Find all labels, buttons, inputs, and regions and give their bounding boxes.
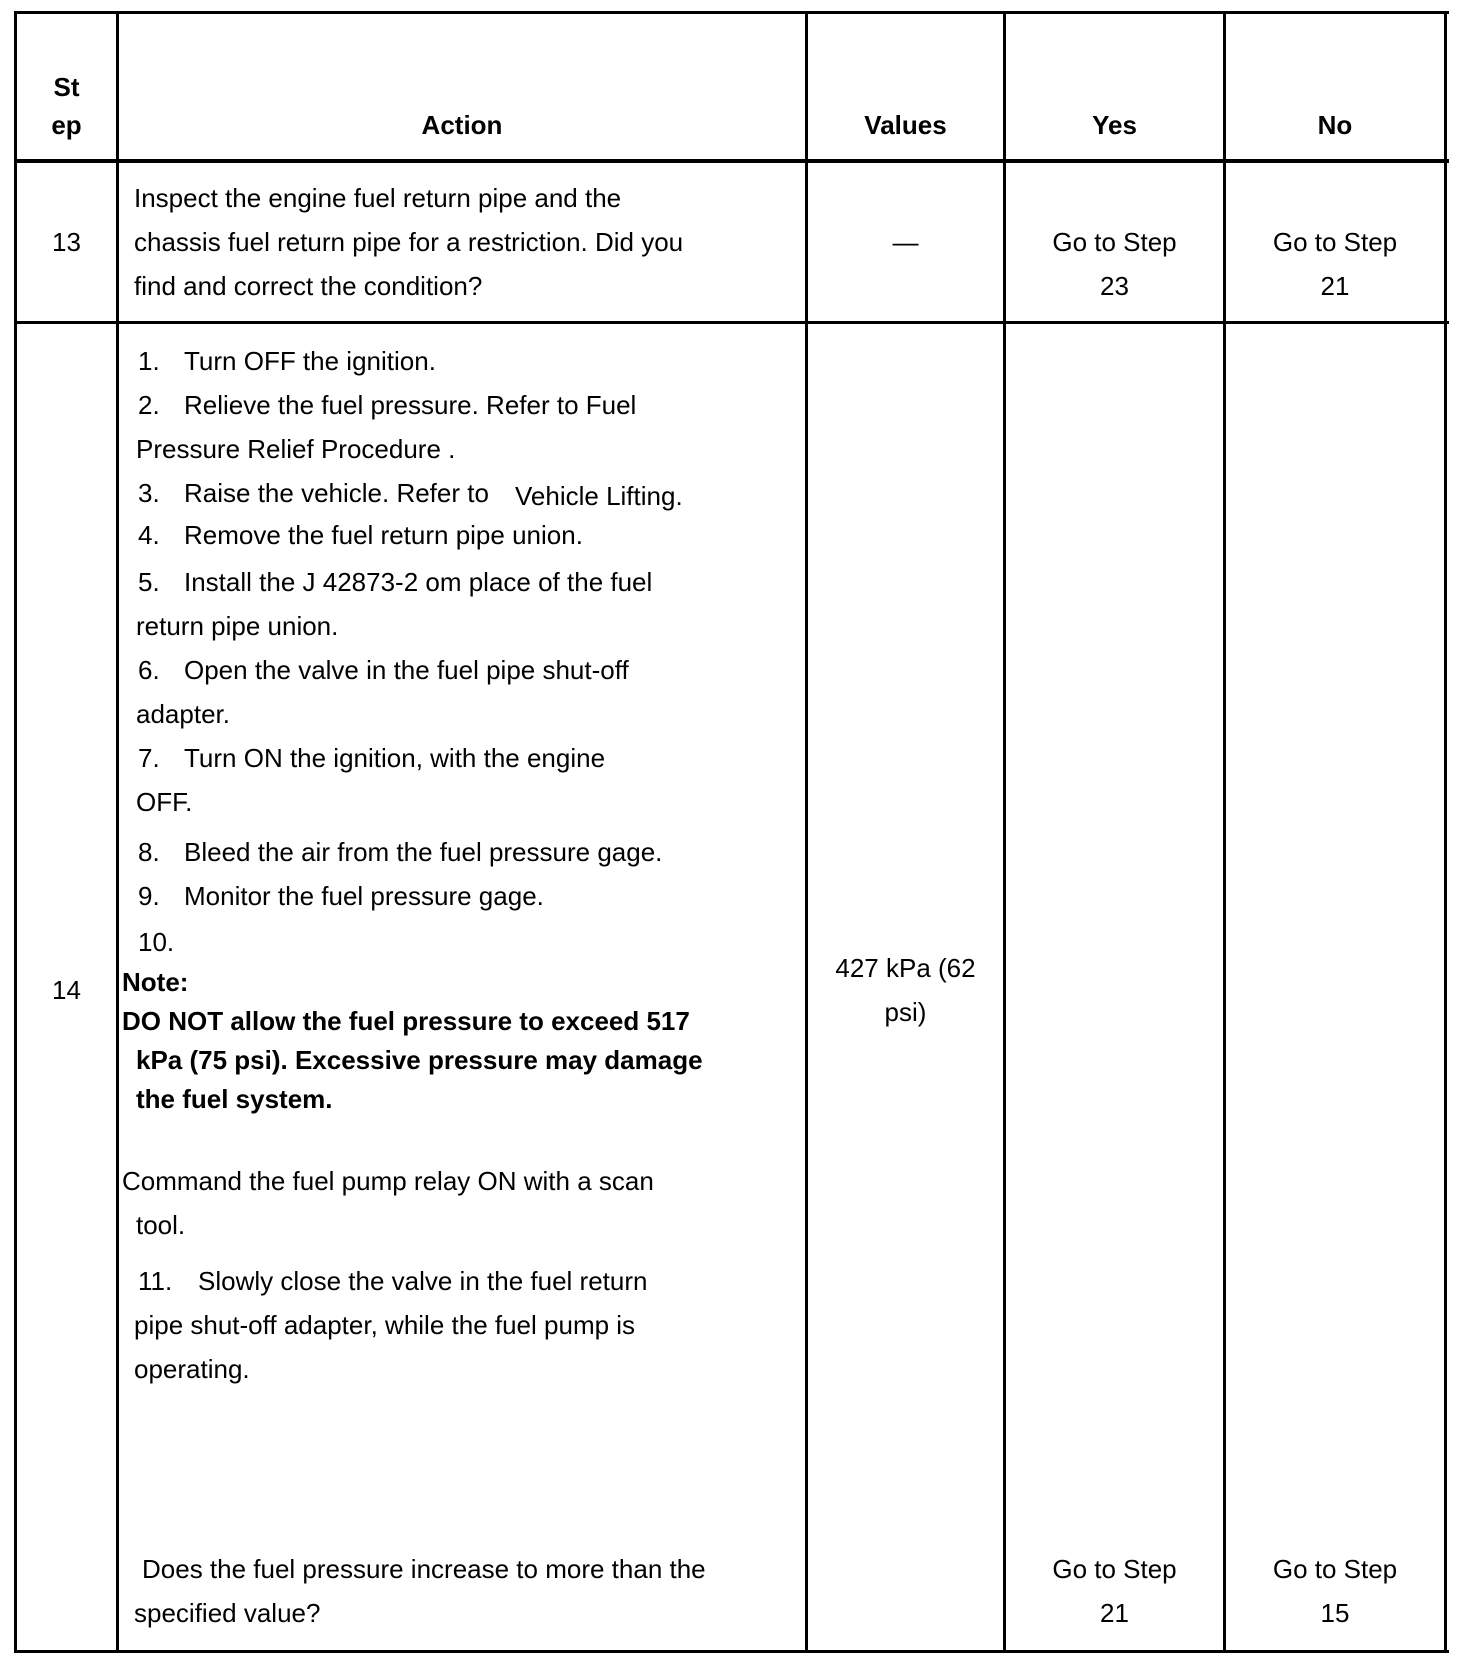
item-11-text: Slowly close the valve in the fuel return [198,1266,648,1296]
item-7-cont: OFF. [136,787,193,817]
row13-yes-link[interactable] [1006,220,1223,308]
table-border-right [1444,11,1447,1653]
step-14: 14 [52,975,81,1005]
item-6-num: 6. [138,655,160,685]
item-1-text: Turn OFF the ignition. [184,346,436,376]
vehicle-lifting-link[interactable]: Vehicle Lifting. [515,481,683,511]
item-3-text: Raise the vehicle. Refer to [184,478,489,508]
note-line: the fuel system. [136,1084,333,1114]
row14-yes-line1: Go to Step [1052,1554,1177,1584]
item-1-num: 1. [138,346,160,376]
row14-value [808,946,1003,1034]
item-11-num: 11. [138,1266,173,1296]
row13-value: — [892,227,919,257]
row14-yes-line2: 21 [1100,1598,1129,1628]
row13-no-line2: 21 [1320,271,1350,301]
header-action: Action [421,110,503,140]
note-line: kPa (75 psi). Excessive pressure may damage [136,1045,703,1075]
col-divider-step [116,11,119,1653]
item-7-num: 7. [138,743,160,773]
item-11-text: operating. [134,1354,250,1384]
item-9-num: 9. [138,881,160,911]
row14-no-link[interactable] [1226,1547,1444,1635]
row14-no-line2: 15 [1320,1598,1350,1628]
header-no: No [1317,110,1353,140]
item-2-num: 2. [138,390,160,420]
command-line: tool. [136,1210,186,1240]
row14-value-line1: 427 kPa (62 [835,953,976,983]
question-line: Does the fuel pressure increase to more than the [142,1554,706,1584]
item-2-cont: Pressure Relief Procedure . [136,434,456,464]
question-line: specified value? [134,1598,321,1628]
item-7-text: Turn ON the ignition, with the engine [184,743,606,773]
row13-action-line: chassis fuel return pipe for a restriction. Did you [134,227,684,257]
item-10-num: 10. [138,927,175,957]
note-line: DO NOT allow the fuel pressure to exceed 517 [122,1006,690,1036]
row13-action-line: Inspect the engine fuel return pipe and the [134,183,622,213]
item-11-text: pipe shut-off adapter, while the fuel pump is [134,1310,636,1340]
item-5-text: Install the J 42873-2 om place of the fuel [184,567,653,597]
row14-value-line2: psi) [884,997,927,1027]
header-yes: Yes [1092,110,1137,140]
row13-yes-line1: Go to Step [1052,227,1177,257]
header-values: Values [864,110,947,140]
row-divider [14,321,1449,324]
header-divider [14,159,1449,163]
header-step-line2: ep [51,110,82,140]
item-4-text: Remove the fuel return pipe union. [184,520,583,550]
item-6-cont: adapter. [136,699,230,729]
item-8-num: 8. [138,837,160,867]
row14-no-line1: Go to Step [1272,1554,1398,1584]
item-5-cont: return pipe union. [136,611,339,641]
table-border-bottom [14,1650,1449,1653]
row13-no-line1: Go to Step [1272,227,1398,257]
command-line: Command the fuel pump relay ON with a scan [122,1166,654,1196]
row13-action-line: find and correct the condition? [134,271,483,301]
item-8-text: Bleed the air from the fuel pressure gage. [184,837,663,867]
item-2-text: Relieve the fuel pressure. Refer to Fuel [184,390,637,420]
table-border-top [14,11,1449,14]
header-step-line1: St [53,72,80,102]
item-6-text: Open the valve in the fuel pipe shut-off [184,655,629,685]
row13-no-link[interactable] [1226,220,1444,308]
row13-yes-line2: 23 [1100,271,1129,301]
item-4-num: 4. [138,520,160,550]
step-13: 13 [52,227,81,257]
item-3-num: 3. [138,478,160,508]
row14-yes-link[interactable] [1006,1547,1223,1635]
item-5-num: 5. [138,567,160,597]
note-label: Note: [122,967,189,997]
item-9-text: Monitor the fuel pressure gage. [184,881,544,911]
